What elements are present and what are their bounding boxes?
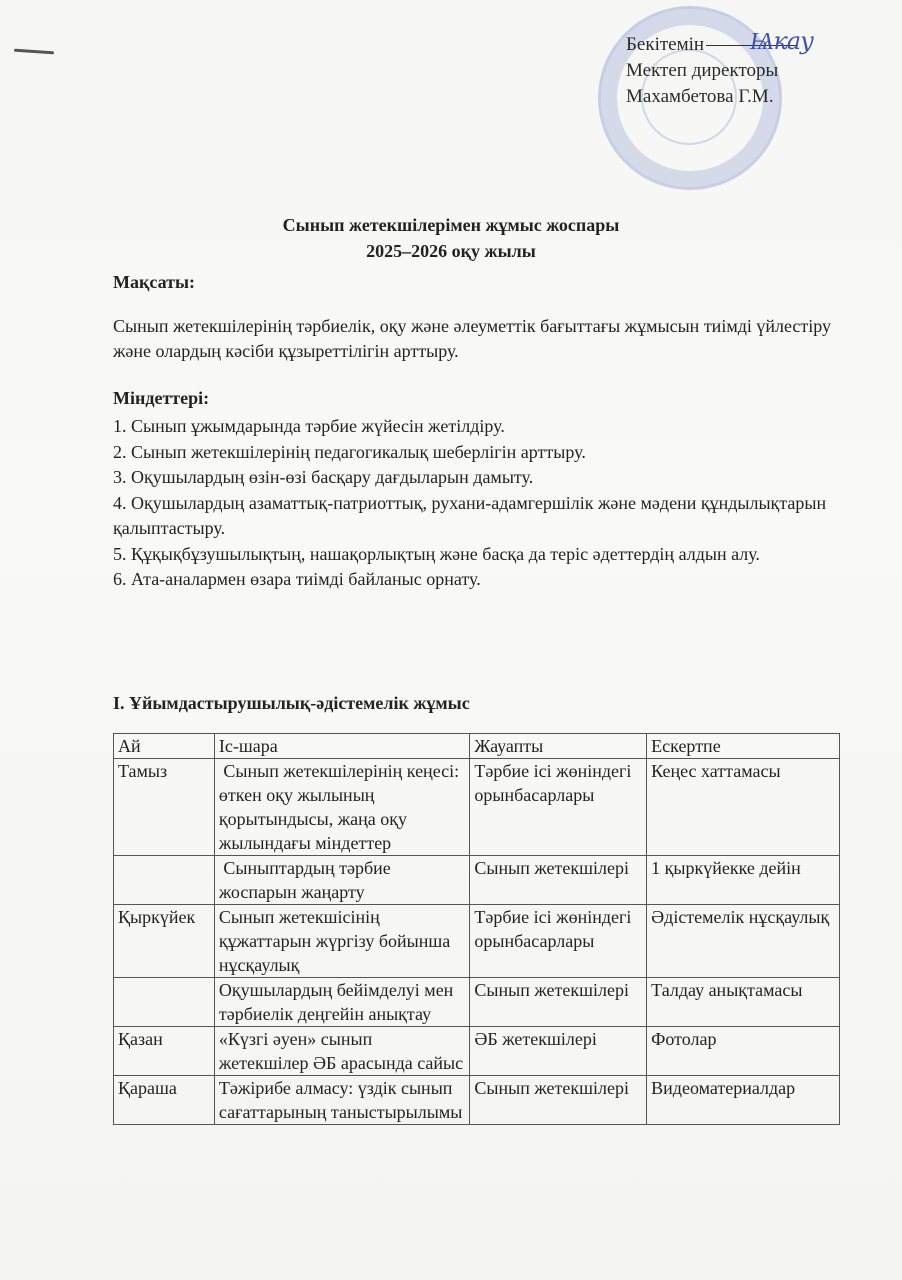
cell-responsible: ӘБ жетекшілері: [470, 1027, 647, 1076]
task-item: 3. Оқушылардың өзін-өзі басқару дағдыларын дамыту.: [113, 467, 534, 487]
cell-month: [114, 856, 215, 905]
tasks-list: [113, 414, 853, 593]
goal-text: Сынып жетекшілерінің тәрбиелік, оқу және әлеуметтік бағыттағы жұмысын тиімді үйлестіру және олардың кәсіби құзыреттілігін арттыру.: [113, 316, 832, 361]
table-row: [114, 856, 840, 905]
cell-event: «Күзгі әуен» сынып жетекшілер ӘБ арасында сайыс: [214, 1027, 469, 1076]
cell-note: Фотолар: [647, 1027, 840, 1076]
approve-label: Бекітемін: [626, 34, 705, 55]
cell-responsible: Сынып жетекшілері: [470, 1076, 647, 1125]
task-item: 5. Құқықбұзушылықтың, нашақорлықтың және басқа да теріс әдеттердің алдын алу.: [113, 543, 760, 564]
cell-month: Тамыз: [114, 759, 215, 856]
title-main: Сынып жетекшілерімен жұмыс жоспары: [282, 215, 620, 235]
cell-note: Видеоматериалдар: [647, 1076, 840, 1125]
cell-responsible: Сынып жетекшілері: [470, 978, 647, 1027]
task-item: 1. Сынып ұжымдарында тәрбие жүйесін жетілдіру.: [113, 416, 505, 436]
table-row: [114, 978, 840, 1027]
plan-table: [113, 733, 840, 1125]
cell-event: Оқушылардың бейімделуі мен тәрбиелік деңгейін анықтау: [214, 978, 469, 1027]
pen-mark: [14, 49, 54, 55]
cell-responsible: Тәрбие ісі жөніндегі орынбасарлары: [470, 759, 647, 856]
column-header-responsible: Жауапты: [470, 734, 647, 759]
director-name: Махамбетова Г.М.: [626, 86, 774, 107]
task-item: 4. Оқушылардың азаматтық-патриоттық, рухани-адамгершілік және мәдени құндылықтарын қалыптастыру.: [113, 492, 827, 538]
cell-note: Кеңес хаттамасы: [647, 759, 840, 856]
cell-event: Сынып жетекшілерінің кеңесі: өткен оқу жылының қорытындысы, жаңа оқу жылындағы міндеттер: [214, 759, 469, 856]
section-heading: I. Ұйымдастырушылық-әдістемелік жұмыс: [113, 693, 470, 713]
table-row: [114, 759, 840, 856]
cell-responsible: Сынып жетекшілері: [470, 856, 647, 905]
approval-block: [626, 27, 814, 110]
column-header-event: Іс-шара: [214, 734, 469, 759]
approval-line-approve: [626, 27, 814, 58]
cell-note: Талдау анықтамасы: [647, 978, 840, 1027]
column-header-note: Ескертпе: [647, 734, 840, 759]
cell-month: Қазан: [114, 1027, 215, 1076]
cell-event: Сынып жетекшісінің құжаттарын жүргізу бойынша нұсқаулық: [214, 905, 469, 978]
cell-month: Қараша: [114, 1076, 215, 1125]
cell-event: Сыныптардың тәрбие жоспарын жаңарту: [214, 856, 469, 905]
cell-note: Әдістемелік нұсқаулық: [647, 905, 840, 978]
table-row: [114, 1027, 840, 1076]
table-row: [114, 1076, 840, 1125]
director-title: Мектеп директоры: [626, 60, 779, 81]
cell-month: [114, 978, 215, 1027]
task-item: 2. Сынып жетекшілерінің педагогикалық шеберлігін арттыру.: [113, 441, 586, 462]
table-row: [114, 905, 840, 978]
column-header-month: Ай: [114, 734, 215, 759]
cell-event: Тәжірибе алмасу: үздік сынып сағаттарының таныстырылымы: [214, 1076, 469, 1125]
table-header-row: [114, 734, 840, 759]
tasks-heading: Міндеттері:: [113, 388, 210, 408]
cell-month: Қыркүйек: [114, 905, 215, 978]
document-title: [0, 212, 902, 264]
cell-note: 1 қыркүйекке дейін: [647, 856, 840, 905]
cell-responsible: Тәрбие ісі жөніндегі орынбасарлары: [470, 905, 647, 978]
goal-heading: Мақсаты:: [113, 272, 195, 292]
task-item: 6. Ата-аналармен өзара тиімді байланыс орнату.: [113, 569, 481, 589]
director-signature: Ѩкау: [750, 27, 814, 55]
title-year: 2025–2026 оқу жылы: [366, 241, 536, 261]
